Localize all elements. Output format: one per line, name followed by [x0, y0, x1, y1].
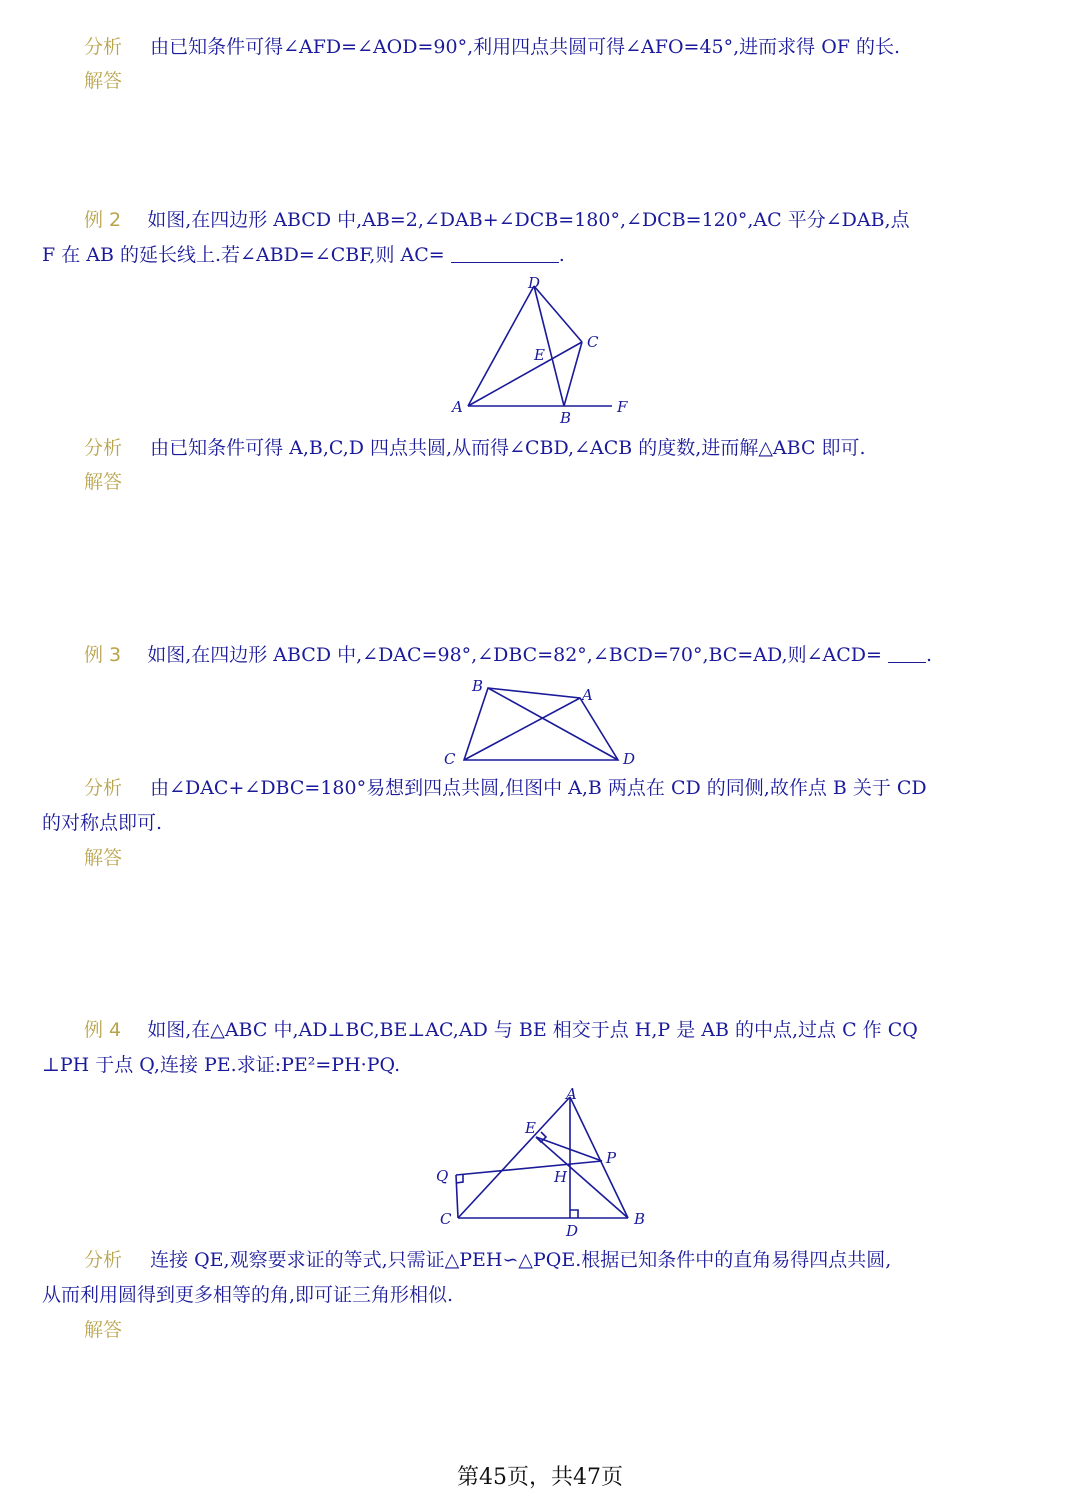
ex2-point-E: E — [534, 346, 545, 364]
ex3-quad-BADC — [464, 688, 618, 760]
ex3-problem-row — [84, 642, 932, 668]
ex4-problem-row1 — [84, 1017, 918, 1043]
ex2-analysis-text: 由已知条件可得 A,B,C,D 四点共圆,从而得∠CBD,∠ACB 的度数,进而解△ABC 即可. — [150, 437, 866, 459]
ex3-label: 例 3 — [84, 644, 122, 666]
ex4-analysis-line1: 连接 QE,观察要求证的等式,只需证△PEH∽△PQE.根据已知条件中的直角易得四点共圆, — [150, 1249, 892, 1271]
ex4-problem-line2: ⊥PH 于点 Q,连接 PE.求证:PE²=PH·PQ. — [42, 1054, 401, 1076]
ex4-line-EP — [536, 1137, 602, 1161]
ex3-problem-end: . — [925, 644, 933, 666]
ex2-line-CB — [564, 342, 582, 406]
ex3-analysis-line1: 由∠DAC+∠DBC=180°易想到四点共圆,但图中 A,B 两点在 CD 的同侧,故作点 B 关于 CD — [150, 777, 927, 799]
ex4-point-E: E — [525, 1119, 536, 1137]
ex3-problem-text: 如图,在四边形 ABCD 中,∠DAC=98°,∠DBC=82°,∠BCD=70°,BC=AD,则∠ACD= — [147, 644, 882, 666]
analysis-label: 分析 — [84, 777, 123, 799]
ex2-point-A: A — [452, 398, 463, 416]
ex2-point-D: D — [528, 274, 541, 292]
page-footer: 第45页，共47页 — [457, 1465, 623, 1490]
ex3-figure — [430, 672, 650, 772]
ex2-problem-row1 — [84, 207, 910, 233]
ex3-point-A: A — [582, 686, 593, 704]
ex3-point-D: D — [623, 750, 636, 768]
ex4-point-A: A — [566, 1085, 577, 1103]
ex4-point-B: B — [634, 1210, 646, 1228]
ex4-answer-label: 解答 — [84, 1319, 123, 1341]
ex3-point-C: C — [444, 750, 456, 768]
ex1-analysis-text: 由已知条件可得∠AFD=∠AOD=90°,利用四点共圆可得∠AFO=45°,进而求得 OF 的长. — [150, 36, 901, 58]
ex2-problem-line2: F 在 AB 的延长线上.若∠ABD=∠CBF,则 AC= — [42, 244, 445, 266]
ex4-analysis-line2: 从而利用圆得到更多相等的角,即可证三角形相似. — [42, 1284, 454, 1306]
ex4-line-AB — [570, 1097, 628, 1218]
ex4-point-D: D — [566, 1222, 579, 1240]
ex4-line-AC — [458, 1097, 570, 1218]
analysis-label: 分析 — [84, 1249, 123, 1271]
ex2-figure — [440, 270, 660, 430]
ex4-problem-line1: 如图,在△ABC 中,AD⊥BC,BE⊥AC,AD 与 BE 相交于点 H,P 是 AB 的中点,过点 C 作 CQ — [147, 1019, 918, 1041]
analysis-label: 分析 — [84, 437, 123, 459]
ex3-line-BD — [488, 688, 618, 760]
ex1-answer-label: 解答 — [84, 70, 123, 92]
ex1-analysis-row — [84, 34, 900, 60]
ex2-label: 例 2 — [84, 209, 122, 231]
ex4-analysis-row1 — [84, 1247, 891, 1273]
ex3-answer-label: 解答 — [84, 847, 123, 869]
ex4-figure — [420, 1085, 660, 1245]
ex4-point-C: C — [440, 1210, 452, 1228]
ex2-point-F: F — [617, 398, 628, 416]
ex3-point-B: B — [472, 677, 484, 695]
ex4-point-P: P — [606, 1149, 617, 1167]
ex4-line-QC — [456, 1175, 458, 1218]
ex2-problem-line1: 如图,在四边形 ABCD 中,AB=2,∠DAB+∠DCB=180°,∠DCB=120°,AC 平分∠DAB,点 — [147, 209, 910, 231]
ex4-point-Q: Q — [436, 1167, 449, 1185]
ex2-analysis-row — [84, 435, 866, 461]
ex3-answer-blank[interactable] — [888, 644, 926, 663]
ex3-analysis-row1 — [84, 775, 927, 801]
ex2-answer-label: 解答 — [84, 471, 123, 493]
ex2-point-B: B — [560, 409, 572, 427]
ex2-point-C: C — [587, 333, 599, 351]
ex4-right-angle-D — [570, 1210, 578, 1218]
analysis-label: 分析 — [84, 36, 123, 58]
ex3-analysis-line2: 的对称点即可. — [42, 812, 163, 834]
ex4-label: 例 4 — [84, 1019, 122, 1041]
ex2-answer-blank[interactable] — [451, 244, 559, 263]
ex2-problem-end: . — [558, 244, 565, 266]
ex4-point-H: H — [554, 1168, 568, 1186]
ex2-problem-row2 — [42, 242, 565, 268]
ex4-line-QP — [456, 1161, 602, 1175]
